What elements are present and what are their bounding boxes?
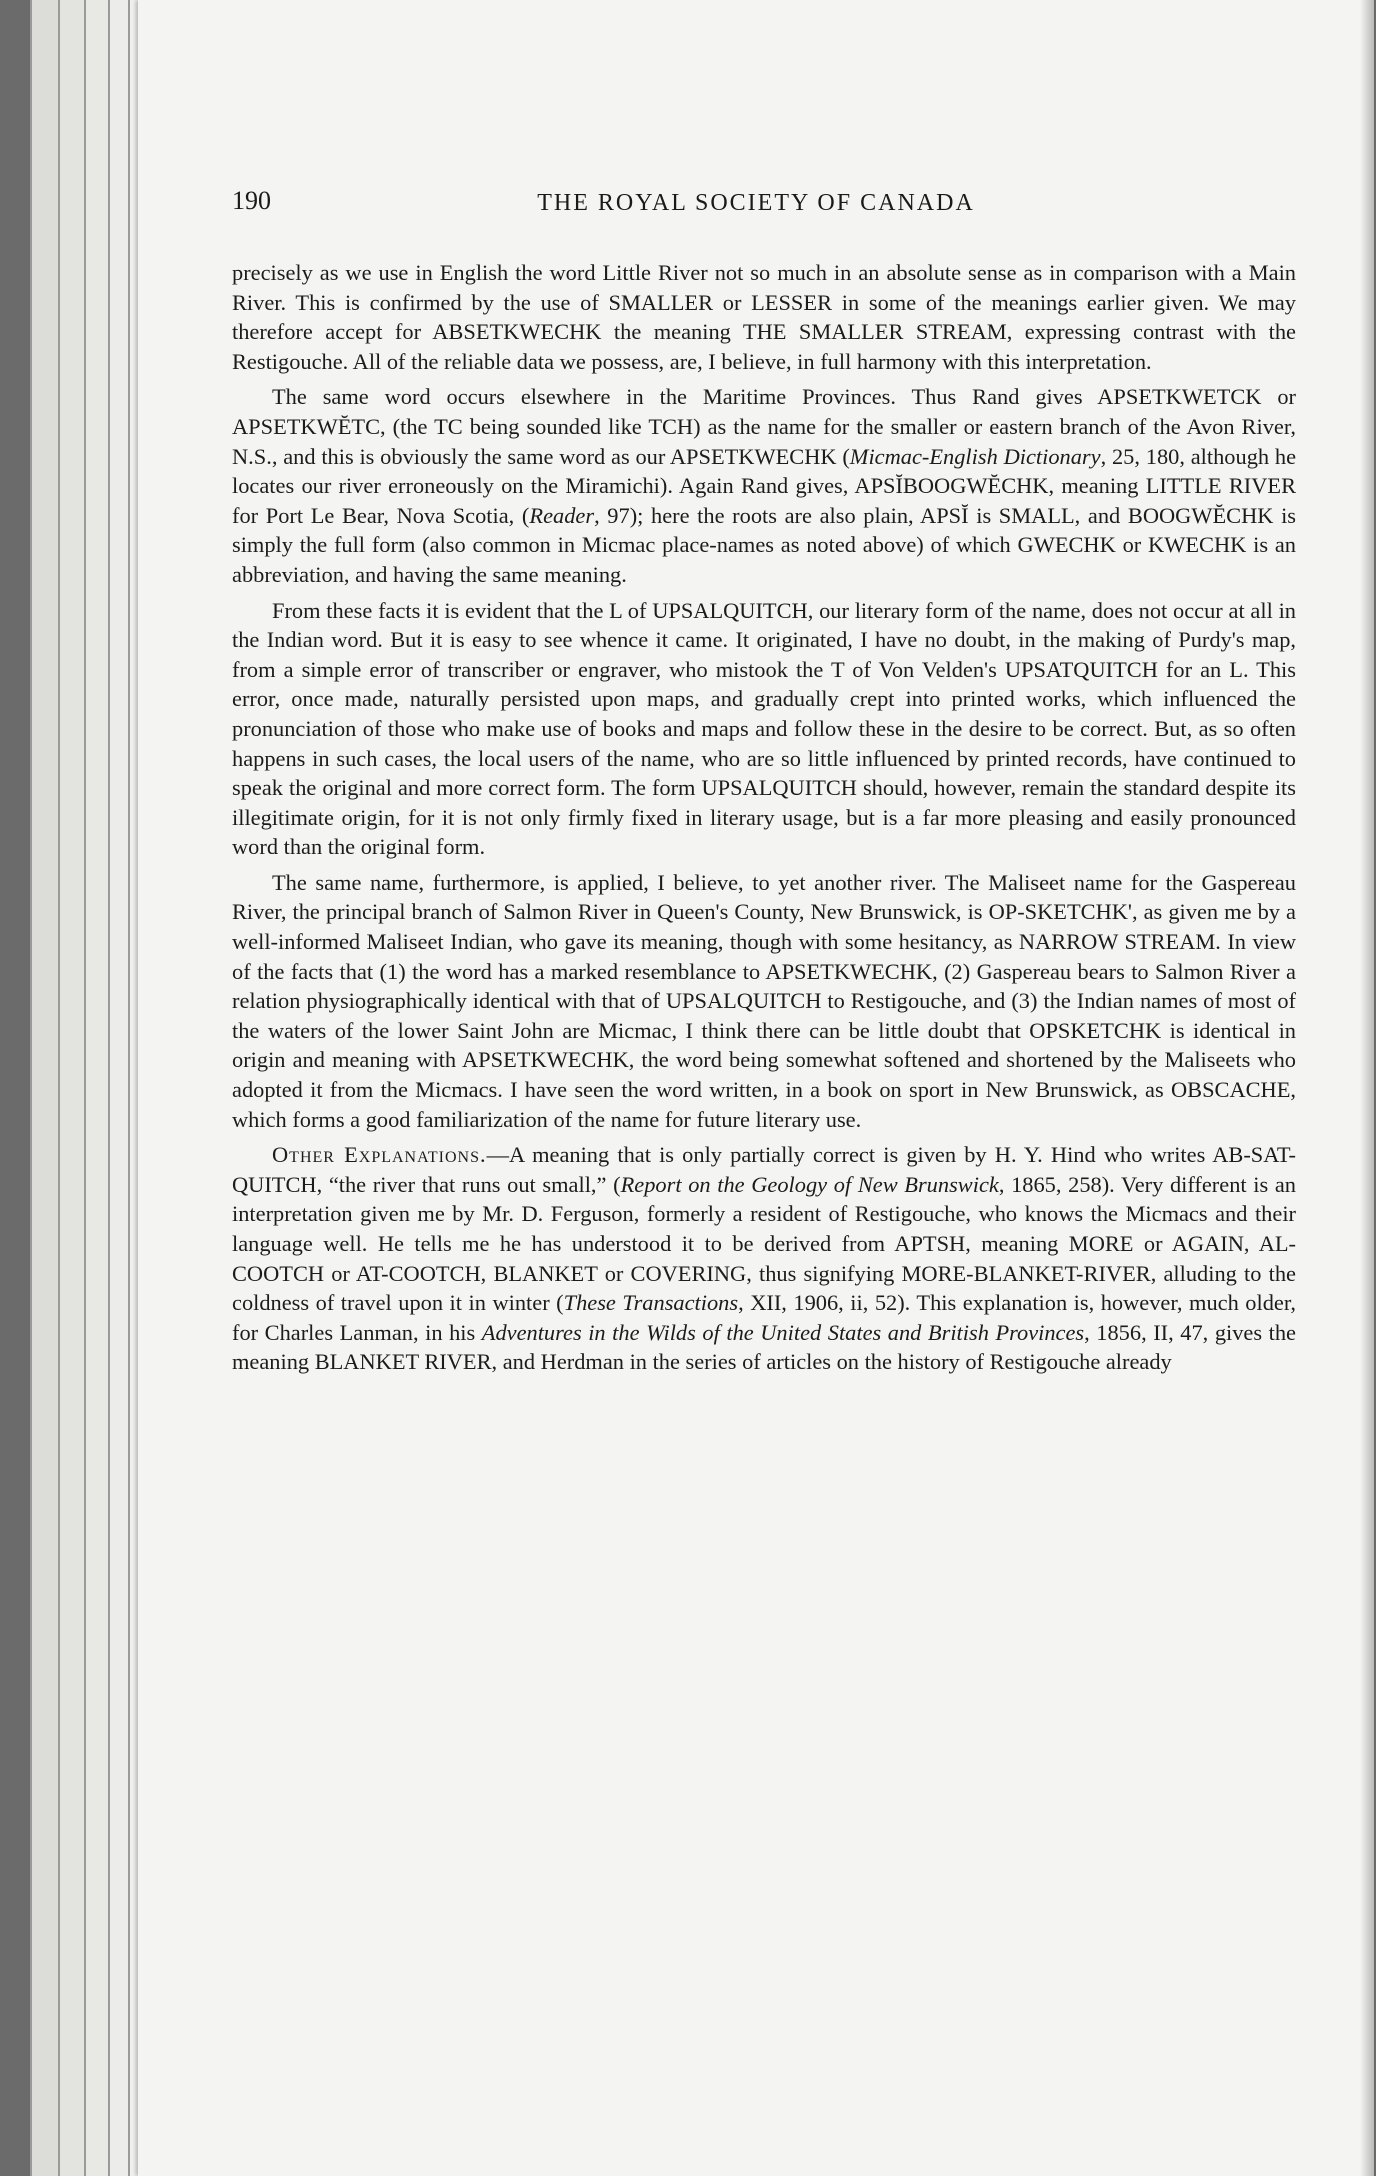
page-header bbox=[232, 186, 1280, 226]
paragraph-text: , 25, 180, although he locates our river erroneously on the Miramichi). Again Rand gives, APSĬBOOGWĔCHK, meaning LITTLE RIVER for Port Le Bear, Nova Scotia, ( bbox=[232, 443, 1297, 528]
running-head: THE ROYAL SOCIETY OF CANADA bbox=[537, 190, 975, 216]
italic-citation: Reader bbox=[529, 502, 595, 528]
paragraph bbox=[232, 1140, 1296, 1377]
italic-citation: Adventures in the Wilds of the United States and British Provinces bbox=[481, 1319, 1085, 1345]
paragraph bbox=[232, 382, 1296, 589]
paragraph bbox=[232, 596, 1296, 862]
paragraph-text: , 1856, II, 47, gives the meaning BLANKET RIVER, and Herdman in the series of articles on the history of Restigouche already bbox=[232, 1319, 1296, 1375]
paragraph bbox=[232, 868, 1296, 1134]
paragraph-text: The same word occurs elsewhere in the Maritime Provinces. Thus Rand gives APSETKWETCK or APSETKWĔTC, (the TC being sounded like TCH) as the name for the smaller or eastern branch of the Avon River, N.S., and this is obviously the same word as our APSETKWECHK ( bbox=[232, 384, 1296, 469]
paragraph-text: , 1865, 258). Very different is an interpretation given me by Mr. D. Ferguson, formerly a resident of Restigouche, who knows the Micmacs and their language well. He tells me he has understood it to be derived from APTSH, meaning MORE or AGAIN, AL-COOTCH or AT-COOTCH, BLANKET or COVERING, thus signifying MORE-BLANKET-RIVER, alluding to the coldness of travel upon it in winter ( bbox=[232, 1171, 1296, 1316]
body-text bbox=[232, 258, 1296, 1377]
paragraph bbox=[232, 258, 1296, 376]
paragraph-text: , XII, 1906, ii, 52). This explanation is, however, much older, for Charles Lanman, in his bbox=[232, 1290, 1296, 1345]
section-lead: Other Explanations. bbox=[272, 1142, 487, 1168]
paragraph-text: The same name, furthermore, is applied, I believe, to yet another river. The Maliseet name for the Gaspereau River, the principal branch of Salmon River in Queen's County, New Brunswick, is OP-SKETCHK', as given me by a well-informed Maliseet Indian, who gave its meaning, though with some hesitancy, as NARROW STREAM. In view of the facts that (1) the word has a marked resemblance to APSETKWECHK, (2) Gaspereau bears to Salmon River a relation physiographically identical with that of UPSALQUITCH to Restigouche, and (3) the Indian names of most of the waters of the lower Saint John are Micmac, I think there can be little doubt that OPSKETCHK is identical in origin and meaning with APSETKWECHK, the word being somewhat softened and shortened by the Maliseets who adopted it from the Micmacs. I have seen the word written, in a book on sport in New Brunswick, as OBSCACHE, which forms a good familiarization of the name for future literary use. bbox=[232, 869, 1296, 1132]
italic-citation: These Transactions bbox=[563, 1290, 739, 1316]
page-number: 190 bbox=[232, 186, 271, 215]
italic-citation: Report on the Geology of New Brunswick bbox=[620, 1171, 999, 1197]
paragraph-text: precisely as we use in English the word Little River not so much in an absolute sense as in comparison with a Main River. This is confirmed by the use of SMALLER or LESSER in some of the meanings earlier given. We may therefore accept for ABSETKWECHK the meaning THE SMALLER STREAM, expressing contrast with the Restigouche. All of the reliable data we possess, are, I believe, in full harmony with this interpretation. bbox=[232, 260, 1296, 374]
page-gutter-shadow bbox=[1360, 0, 1374, 2176]
italic-citation: Micmac-English Dictionary bbox=[849, 443, 1101, 469]
paragraph-text: —A meaning that is only partially correct is given by H. Y. Hind who writes AB-SAT-QUITCH, “the river that runs out small,” ( bbox=[232, 1142, 1296, 1197]
paragraph-text: From these facts it is evident that the L of UPSALQUITCH, our literary form of the name, does not occur at all in the Indian word. But it is easy to see whence it came. It originated, I have no doubt, in the making of Purdy's map, from a simple error of transcriber or engraver, who mistook the T of Von Velden's UPSATQUITCH for an L. This error, once made, naturally persisted upon maps, and gradually crept into printed works, which influenced the pronunciation of those who make use of books and maps and follow these in the desire to be correct. But, as so often happens in such cases, the local users of the name, who are so little influenced by printed records, have continued to speak the original and more correct form. The form UPSALQUITCH should, however, remain the standard despite its illegitimate origin, for it is not only firmly fixed in literary usage, but is a far more pleasing and easily pronounced word than the original form. bbox=[232, 597, 1296, 860]
paragraph-text: , 97); here the roots are also plain, APSĬ is SMALL, and BOOGWĔCHK is simply the full form (also common in Micmac place-names as noted above) of which GWECHK or KWECHK is an abbreviation, and having the same meaning. bbox=[232, 502, 1296, 587]
